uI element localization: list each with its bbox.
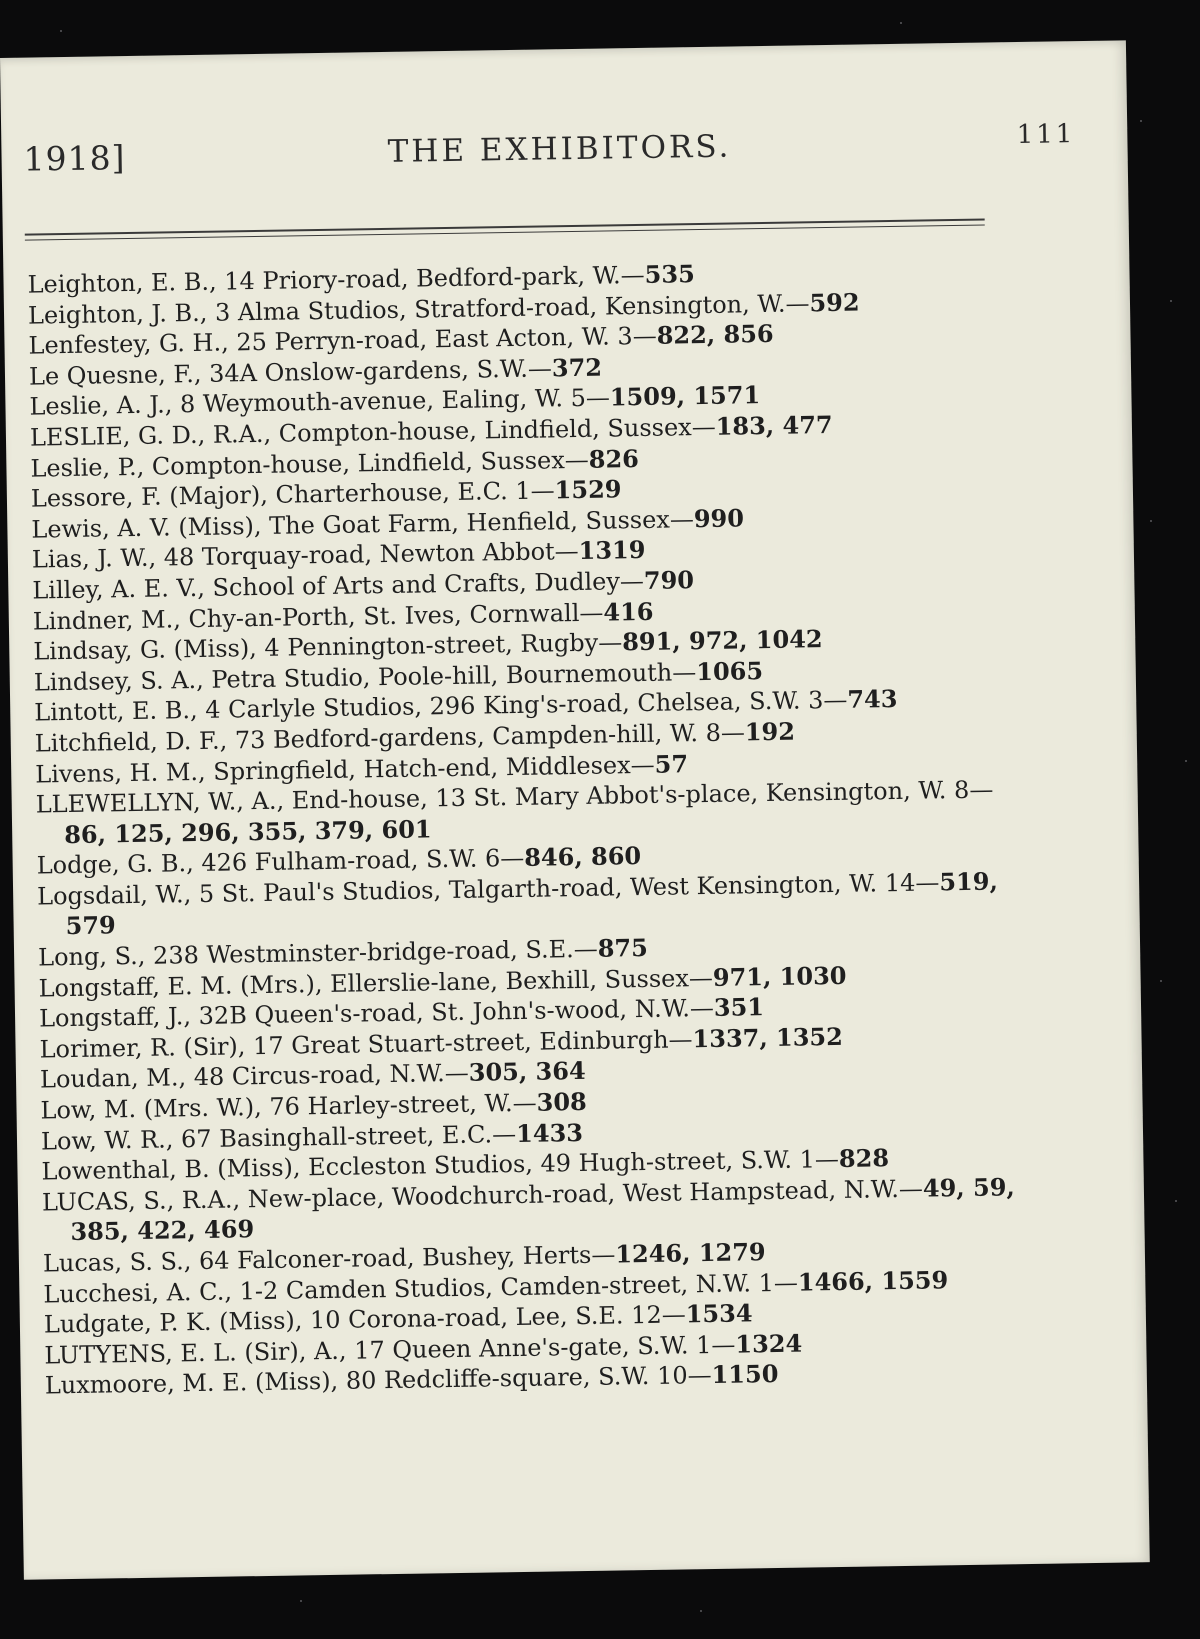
page-header xyxy=(23,119,1096,200)
exhibitor-address: 25 Perryn-road, East Acton, W. 3— xyxy=(228,321,657,357)
exhibitor-name: Low, W. R., xyxy=(40,1125,174,1156)
catalogue-numbers: 192 xyxy=(744,716,796,747)
exhibitor-name: Lewis, A. V. xyxy=(31,513,171,544)
exhibitor-address: New-place, Woodchurch-road, West Hampstead, N.W.— xyxy=(239,1174,924,1214)
catalogue-numbers: 743 xyxy=(847,684,898,715)
exhibitor-address: (Miss), The Goat Farm, Henfield, Sussex— xyxy=(170,504,695,542)
exhibitor-name: Lodge, G. B., xyxy=(36,849,194,880)
exhibitor-address: (Sir), A., 17 Queen Anne's-gate, S.W. 1— xyxy=(236,1330,736,1367)
exhibitor-address: (Miss), 80 Redcliffe-square, S.W. 10— xyxy=(247,1361,712,1397)
exhibitor-name: Lucchesi, A. C., xyxy=(43,1277,233,1309)
exhibitor-address: 4 Carlyle Studios, 296 King's-road, Chelsea, S.W. 3— xyxy=(197,686,848,725)
exhibitor-address: 3 Alma Studios, Stratford-road, Kensington, W.— xyxy=(207,288,810,327)
catalogue-numbers: 535 xyxy=(644,259,695,289)
exhibitor-address: End-house, 13 St. Mary Abbot's-place, Kensington, W. 8— xyxy=(283,775,994,815)
exhibitor-address: 67 Basinghall-street, E.C.— xyxy=(173,1119,517,1154)
exhibitor-name: LUCAS, S., R.A., xyxy=(41,1185,241,1217)
catalogue-numbers: 1150 xyxy=(711,1359,779,1390)
exhibitor-name: Lorimer, R. xyxy=(39,1033,177,1064)
exhibitor-address: 34A Onslow-gardens, S.W.— xyxy=(201,354,553,388)
exhibitor-address: 48 Circus-road, N.W.— xyxy=(185,1059,469,1092)
catalogue-numbers: 846, 860 xyxy=(524,841,642,873)
catalogue-numbers: 372 xyxy=(551,352,603,383)
catalogue-numbers: 790 xyxy=(643,565,695,595)
catalogue-numbers: 1324 xyxy=(735,1328,803,1359)
exhibitor-name: Logsdail, W., xyxy=(36,879,192,911)
exhibitor-address: 14 Priory-road, Bedford-park, W.— xyxy=(216,260,645,296)
exhibitor-address: (Mrs. W.), 76 Harley-street, W.— xyxy=(135,1088,537,1124)
catalogue-numbers: 416 xyxy=(603,596,654,627)
exhibitor-name: Loudan, M., xyxy=(39,1063,187,1094)
exhibitor-name: Litchfield, D. F., xyxy=(34,726,228,758)
exhibitor-name: Lias, J. W., xyxy=(31,543,157,574)
catalogue-numbers: 86, 125, 296, 355, 379, 601 xyxy=(63,814,432,849)
catalogue-numbers: 1065 xyxy=(696,655,764,686)
catalogue-numbers: 1529 xyxy=(554,474,622,505)
exhibitor-address: Springfield, Hatch-end, Middlesex— xyxy=(205,750,655,786)
book-page xyxy=(0,40,1150,1579)
catalogue-numbers: 826 xyxy=(588,443,640,474)
header-title: THE EXHIBITORS. xyxy=(387,128,732,170)
catalogue-numbers: 57 xyxy=(654,748,689,779)
exhibitor-name: Longstaff, E. M. xyxy=(38,971,233,1003)
catalogue-numbers: 49, 59, 385, 422, 469 xyxy=(70,1172,1015,1247)
catalogue-numbers: 822, 856 xyxy=(656,319,774,350)
exhibitor-name: Lindsey, S. A., xyxy=(33,665,205,697)
exhibitor-name: Leighton, J. B., xyxy=(27,298,208,330)
exhibitor-name: Lessore, F. xyxy=(30,482,162,513)
exhibitor-name: Lenfestey, G. H., xyxy=(28,328,229,360)
exhibitor-address: (Miss), 4 Pennington-street, Rugby— xyxy=(165,628,623,664)
catalogue-numbers: 1319 xyxy=(578,535,646,566)
exhibitor-name: Lilley, A. E. V., xyxy=(32,573,206,605)
exhibitor-list xyxy=(27,254,1020,1401)
exhibitor-name: Leighton, E. B., xyxy=(27,267,217,299)
exhibitor-address: (Miss), 10 Corona-road, Lee, S.E. 12— xyxy=(211,1300,686,1337)
header-year: 1918] xyxy=(23,138,126,179)
catalogue-numbers: 1246, 1279 xyxy=(615,1237,766,1269)
exhibitor-address: Chy-an-Porth, St. Ives, Cornwall— xyxy=(180,598,604,633)
catalogue-numbers: 875 xyxy=(597,932,649,963)
catalogue-numbers: 308 xyxy=(536,1086,587,1117)
exhibitor-name: Lindner, M., xyxy=(32,604,182,636)
catalogue-numbers: 1466, 1559 xyxy=(797,1264,949,1297)
exhibitor-name: Leslie, A. J., xyxy=(29,390,173,421)
exhibitor-address: School of Arts and Crafts, Dudley— xyxy=(204,566,645,602)
exhibitor-address: 32B Queen's-road, St. John's-wood, N.W.— xyxy=(190,994,715,1031)
exhibitor-name: Long, S., xyxy=(37,941,146,972)
catalogue-numbers: 828 xyxy=(838,1143,890,1174)
exhibitor-name: Low, M. xyxy=(40,1095,137,1125)
catalogue-numbers: 990 xyxy=(693,503,745,533)
exhibitor-address: 8 Weymouth-avenue, Ealing, W. 5— xyxy=(172,383,611,419)
exhibitor-address: 73 Bedford-gardens, Campden-hill, W. 8— xyxy=(227,718,746,755)
exhibitor-name: Luxmoore, M. E. xyxy=(44,1368,248,1400)
exhibitor-address: Compton-house, Lindfield, Sussex— xyxy=(144,445,589,481)
exhibitor-address: (Sir), 17 Great Stuart-street, Edinburgh— xyxy=(175,1025,693,1062)
exhibitor-address: Compton-house, Lindfield, Sussex— xyxy=(270,412,716,448)
catalogue-numbers: 183, 477 xyxy=(715,409,833,441)
exhibitor-name: Lindsay, G. xyxy=(33,635,167,666)
catalogue-numbers: 351 xyxy=(713,992,765,1023)
exhibitor-address: 426 Fulham-road, S.W. 6— xyxy=(193,844,525,878)
exhibitor-name: LUTYENS, E. L. xyxy=(44,1338,237,1370)
exhibitor-name: Leslie, P., xyxy=(30,452,145,483)
exhibitor-name: Lowenthal, B. xyxy=(41,1155,210,1186)
exhibitor-address: 1-2 Camden Studios, Camden-street, N.W. 1— xyxy=(231,1268,799,1306)
exhibitor-address: 48 Torquay-road, Newton Abbot— xyxy=(155,537,579,572)
catalogue-numbers: 891, 972, 1042 xyxy=(621,624,823,657)
catalogue-numbers: 592 xyxy=(809,287,860,317)
catalogue-numbers: 305, 364 xyxy=(468,1056,586,1088)
exhibitor-name: Lintott, E. B., xyxy=(34,696,198,727)
exhibitor-address: Petra Studio, Poole-hill, Bournemouth— xyxy=(203,657,697,694)
catalogue-numbers: 1433 xyxy=(515,1117,584,1148)
exhibitor-name: LESLIE, G. D., R.A., xyxy=(29,419,272,452)
exhibitor-address: 5 St. Paul's Studios, Talgarth-road, West Kensington, W. 14— xyxy=(191,868,940,908)
exhibitor-name: Longstaff, J., xyxy=(38,1002,192,1033)
catalogue-numbers: 519, 579 xyxy=(65,866,999,941)
exhibitor-name: Le Quesne, F., xyxy=(28,359,202,391)
exhibitor-address: (Major), Charterhouse, E.C. 1— xyxy=(161,476,555,511)
catalogue-numbers: 1509, 1571 xyxy=(609,380,761,412)
exhibitor-name: LLEWELLYN, W., A., xyxy=(35,786,285,819)
exhibitor-name: Lucas, S. S., xyxy=(42,1247,192,1278)
exhibitor-address: 64 Falconer-road, Bushey, Herts— xyxy=(191,1240,616,1276)
catalogue-numbers: 1534 xyxy=(685,1298,753,1329)
exhibitor-address: (Miss), Eccleston Studios, 49 Hugh-street, S.W. 1— xyxy=(209,1145,840,1184)
catalogue-numbers: 1337, 1352 xyxy=(692,1021,844,1054)
exhibitor-name: Ludgate, P. K. xyxy=(43,1308,212,1339)
header-page-number: 111 xyxy=(1016,119,1076,151)
exhibitor-address: 238 Westminster-bridge-road, S.E.— xyxy=(145,934,598,970)
exhibitor-name: Livens, H. M., xyxy=(35,757,206,789)
catalogue-numbers: 971, 1030 xyxy=(712,960,847,992)
exhibitor-address: (Mrs.), Ellerslie-lane, Bexhill, Sussex— xyxy=(232,963,714,1000)
